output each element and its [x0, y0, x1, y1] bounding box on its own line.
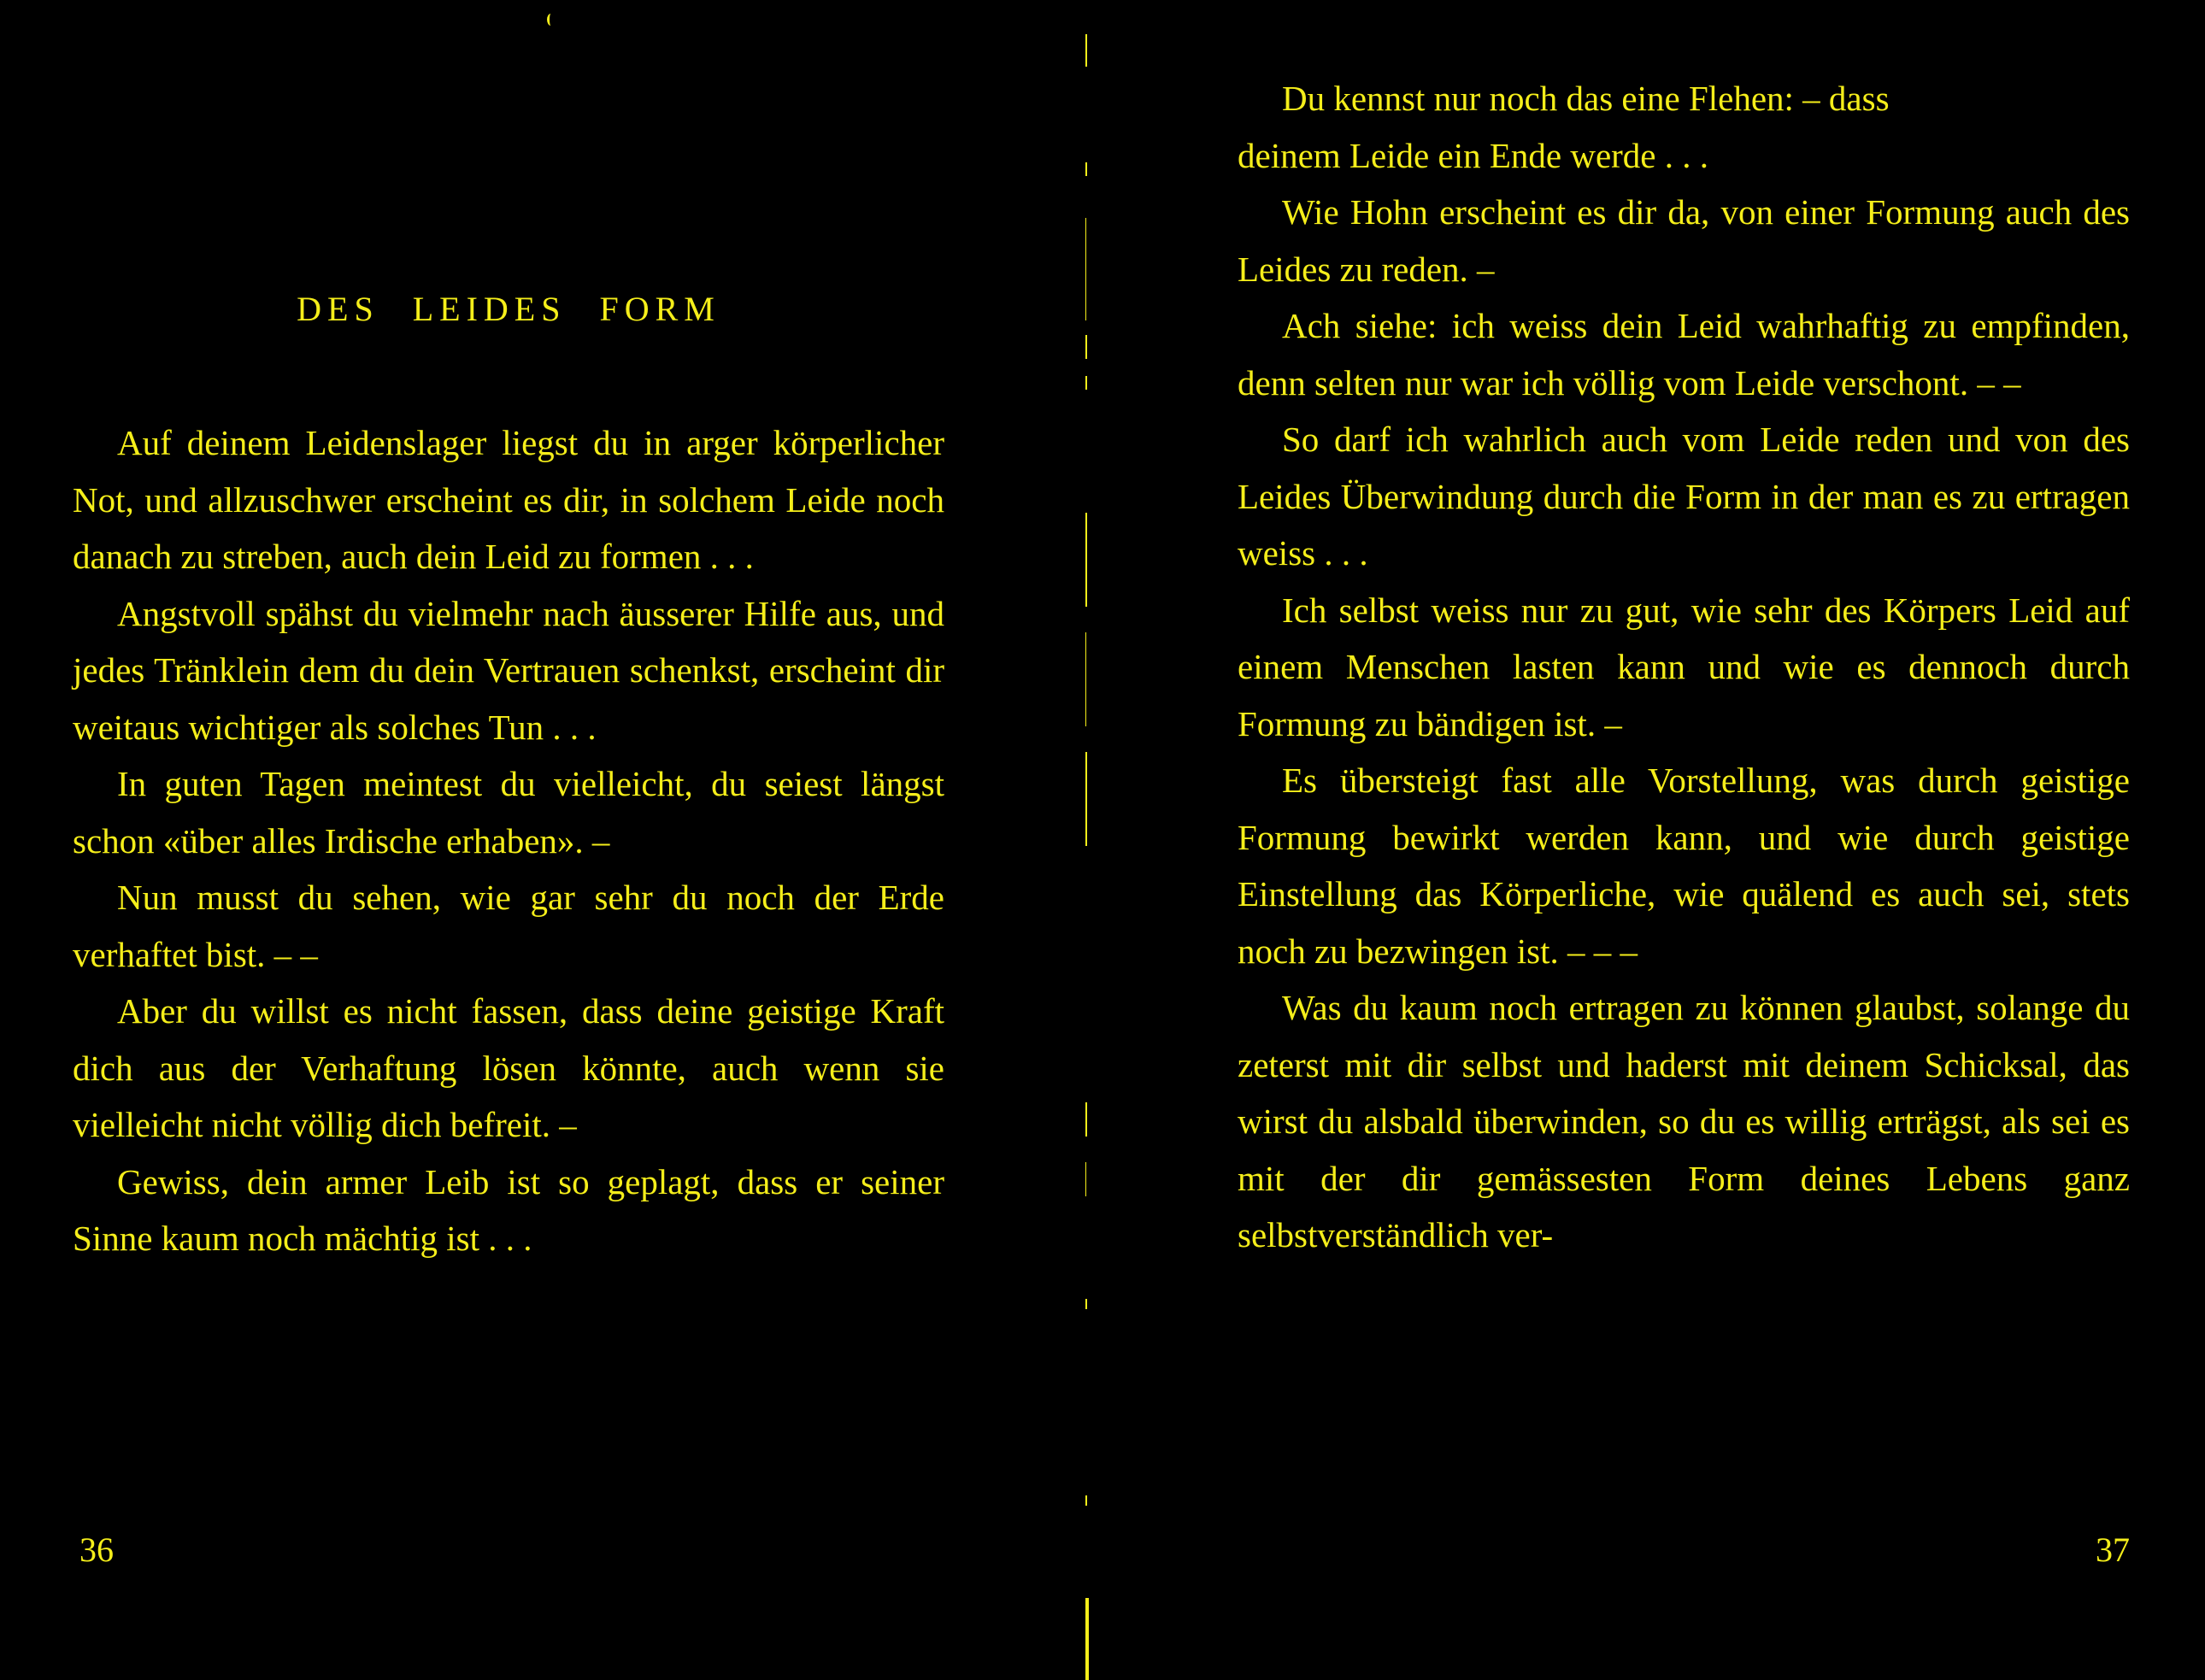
paragraph: Es übersteigt fast alle Vorstellung, was durch geistige Formung bewirkt werden kann, und wie durch geistige Einstellung das Körperliche, wie quälend es auch sei, stets noch zu bezwingen ist. – – –	[1238, 761, 2130, 971]
gutter-mark	[1085, 1598, 1089, 1680]
right-page	[1238, 0, 2130, 1680]
paragraph: Gewiss, dein armer Leib ist so geplagt, dass er seiner Sinne kaum noch mächtig ist . . .	[73, 1161, 944, 1258]
page-number: 37	[2096, 1530, 2130, 1569]
gutter-mark	[1085, 1102, 1087, 1137]
gutter-mark	[1085, 1162, 1086, 1196]
paragraph: So darf ich wahrlich auch vom Leide reden und von des Leides Überwindung durch die Form in der man es zu ertragen weiss . . .	[1238, 420, 2130, 573]
page-number: 36	[79, 1530, 114, 1569]
left-page	[73, 0, 944, 1680]
paragraph: Was du kaum noch ertragen zu können glaubst, solange du zeterst mit dir selbst und haderst mit deinem Schicksal, das wirst du alsbald überwinden, so du es willig erträgst, als sei es mit der dir gemässesten Form deines Lebens ganz selbstverständlich ver-	[1238, 988, 2130, 1254]
gutter-mark	[1085, 1299, 1087, 1309]
gutter-mark	[1085, 162, 1087, 176]
gutter-mark	[1085, 1495, 1087, 1506]
paragraph: Angstvoll spähst du vielmehr nach äusserer Hilfe aus, und jedes Tränklein dem du dein Vertrauen schenkst, erscheint dir weitaus wichtiger als solches Tun . . .	[73, 593, 944, 747]
paragraph: Auf deinem Leidenslager liegst du in arger körperlicher Not, und allzuschwer erscheint es dir, in solchem Leide noch danach zu streben, auch dein Leid zu formen . . .	[73, 423, 944, 576]
left-page-text	[73, 414, 944, 1267]
gutter-mark	[1085, 513, 1087, 607]
paragraph: Nun musst du sehen, wie gar sehr du noch der Erde verhaftet bist. – –	[73, 878, 944, 974]
gutter-mark	[1085, 34, 1087, 67]
paragraph: Wie Hohn erscheint es dir da, von einer Formung auch des Leides zu reden. –	[1238, 192, 2130, 289]
gutter-mark	[1085, 752, 1087, 846]
paragraph-continuation: deinem Leide ein Ende werde . . .	[1238, 135, 1708, 175]
gutter-mark	[1085, 218, 1086, 320]
gutter-mark	[1085, 632, 1086, 726]
paragraph: Aber du willst es nicht fassen, dass deine geistige Kraft dich aus der Verhaftung lösen könnte, auch wenn sie vielleicht nicht völlig dich befreit. –	[73, 991, 944, 1144]
page-gutter	[1079, 0, 1096, 1680]
paragraph: Ich selbst weiss nur zu gut, wie sehr des Körpers Leid auf einem Menschen lasten kann und wie es dennoch durch Formung zu bändigen ist. –	[1238, 590, 2130, 743]
gutter-mark	[1085, 335, 1087, 359]
paragraph-start: Du kennst nur noch das eine Flehen: – dass	[1282, 79, 1890, 118]
paragraph: Ach siehe: ich weiss dein Leid wahrhaftig zu empfinden, denn selten nur war ich völlig vom Leide verschont. – –	[1238, 306, 2130, 402]
paragraph: In guten Tagen meintest du vielleicht, du seiest längst schon «über alles Irdische erhaben». –	[73, 764, 944, 861]
paragraph	[1238, 70, 2130, 184]
gutter-mark	[1085, 376, 1087, 390]
right-page-text	[1238, 70, 2130, 1264]
chapter-heading: DES LEIDES FORM	[297, 290, 720, 328]
